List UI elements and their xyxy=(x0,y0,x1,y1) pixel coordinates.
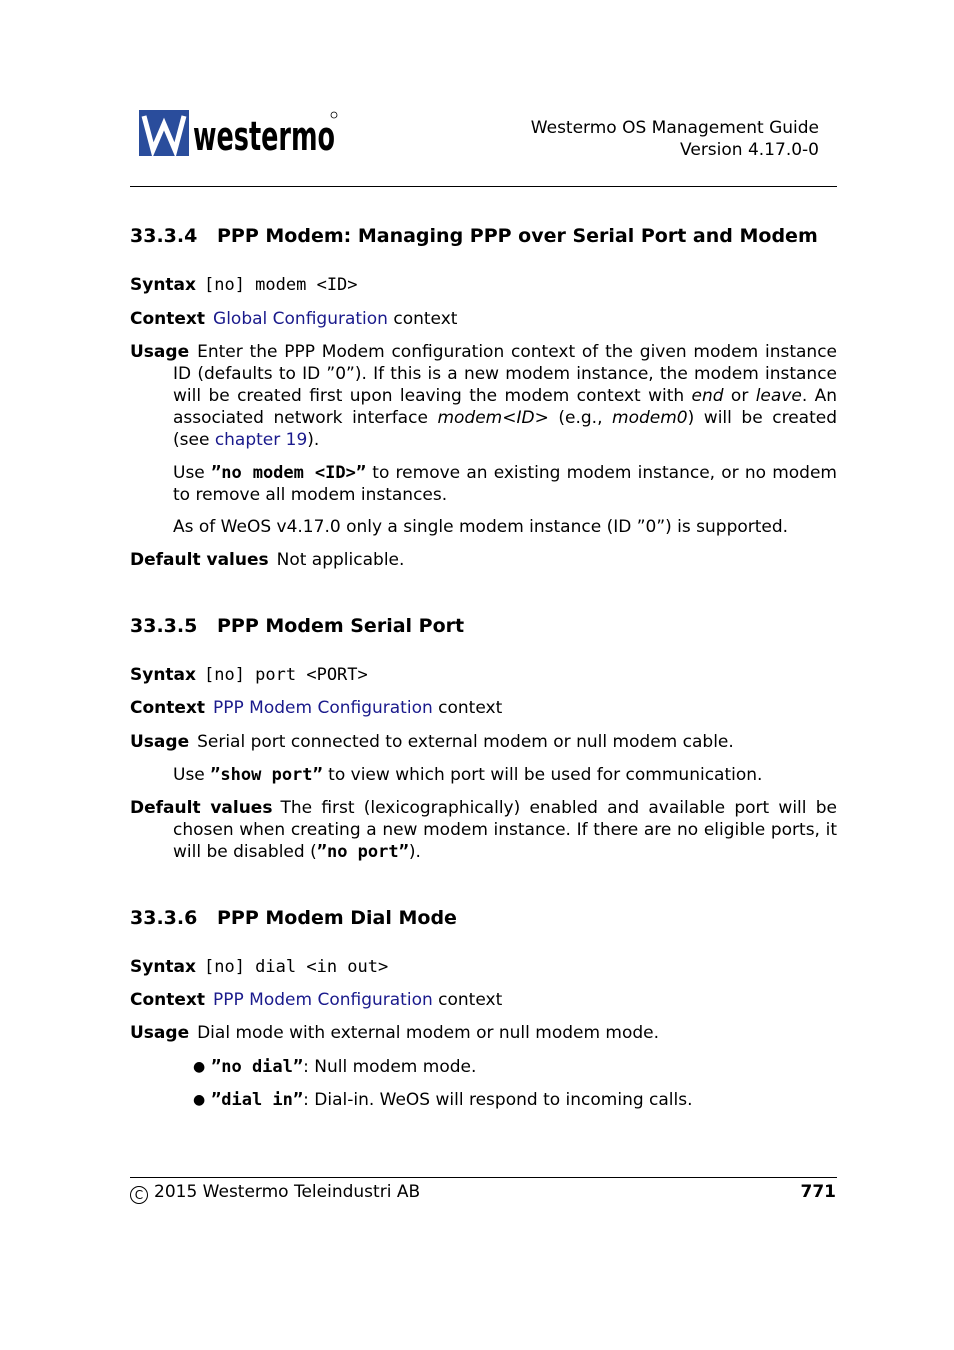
westermo-logo xyxy=(139,110,339,158)
context-label: Context xyxy=(130,990,206,1010)
svg-text:westermo: westermo xyxy=(193,114,335,160)
syntax-label: Syntax xyxy=(130,957,196,977)
usage-remove-paragraph xyxy=(173,462,837,506)
syntax-value: [no] modem <ID> xyxy=(204,275,358,295)
bullet-text: : Null modem mode. xyxy=(303,1057,477,1077)
context-row xyxy=(130,308,457,330)
context-row xyxy=(130,697,502,719)
footer-copyright xyxy=(130,1182,420,1204)
usage-label: Usage xyxy=(130,342,190,362)
guide-title: Westermo OS Management Guide xyxy=(530,118,819,138)
default-values-label: Default values xyxy=(130,798,273,818)
no-modem-command: ”no modem <ID>” xyxy=(210,463,367,483)
usage-note-paragraph: As of WeOS v4.17.0 only a single modem instance (ID ”0”) is supported. xyxy=(173,517,789,537)
usage-or: or xyxy=(723,386,756,406)
usage-row xyxy=(130,731,734,753)
usage-label: Usage xyxy=(130,732,190,752)
syntax-row xyxy=(130,664,368,686)
copyright-icon: C xyxy=(130,1186,148,1204)
usage-leave-word: leave xyxy=(755,386,802,406)
usage-p2-a: Use xyxy=(173,463,211,483)
bullet-text: : Dial-in. WeOS will respond to incoming calls. xyxy=(303,1090,693,1110)
global-configuration-link[interactable]: Global Configuration xyxy=(213,309,388,329)
default-values-row xyxy=(130,549,404,571)
syntax-row xyxy=(130,956,388,978)
list-item xyxy=(195,1056,476,1078)
no-dial-command: ”no dial” xyxy=(211,1057,304,1077)
context-row xyxy=(130,989,502,1011)
usage-row xyxy=(130,1022,659,1044)
default-text-b: ). xyxy=(408,842,421,862)
usage-text-b: . An associated network interface xyxy=(173,386,837,428)
context-suffix: context xyxy=(438,698,503,718)
default-text-a: The first (lexicographically) enabled and available port will be chosen when creating a new modem instance. If there are no eligible ports, it will be disabled ( xyxy=(173,798,837,862)
usage-end-word: end xyxy=(691,386,724,406)
context-suffix: context xyxy=(438,990,503,1010)
syntax-label: Syntax xyxy=(130,665,196,685)
usage-iface: modem<ID> xyxy=(437,408,549,428)
usage-label: Usage xyxy=(130,1023,190,1043)
section-heading-33-3-5 xyxy=(130,615,464,637)
default-values-paragraph xyxy=(130,797,837,863)
usage-text: Enter the PPP Modem configuration context of the given modem instance ID (defaults to ID ”0”). If this is a new modem instance, the modem instance will be created first upon leaving the modem context with xyxy=(173,342,837,406)
default-values-label: Default values xyxy=(130,550,269,570)
usage-p2-b: to view which port will be used for communication. xyxy=(322,765,763,785)
section-title: PPP Modem Serial Port xyxy=(217,615,465,637)
header-divider xyxy=(130,186,837,187)
dial-in-command: ”dial in” xyxy=(211,1090,304,1110)
chapter-19-link[interactable]: chapter 19 xyxy=(214,430,308,450)
usage-show-port-paragraph xyxy=(173,764,837,786)
syntax-value: [no] dial <in out> xyxy=(204,957,389,977)
context-suffix: context xyxy=(393,309,458,329)
no-port-command: ”no port” xyxy=(316,842,409,862)
show-port-command: ”show port” xyxy=(210,765,323,785)
usage-text-d: ) will be created (see xyxy=(173,408,837,450)
syntax-row xyxy=(130,274,358,296)
syntax-label: Syntax xyxy=(130,275,196,295)
usage-text: Dial mode with external modem or null modem mode. xyxy=(197,1023,660,1043)
document-header xyxy=(531,117,819,161)
section-title: PPP Modem Dial Mode xyxy=(217,907,457,929)
usage-text-e: ). xyxy=(307,430,320,450)
section-number: 33.3.6 xyxy=(130,907,198,929)
usage-paragraph xyxy=(130,341,837,451)
usage-p2-a: Use xyxy=(173,765,211,785)
default-values-text: Not applicable. xyxy=(276,550,405,570)
usage-p2-b: to remove an existing modem instance, or no modem to remove all modem instances. xyxy=(173,463,837,505)
syntax-value: [no] port <PORT> xyxy=(204,665,368,685)
list-item xyxy=(195,1089,693,1111)
bullet-icon: ● xyxy=(193,1092,206,1108)
section-number: 33.3.5 xyxy=(130,615,198,637)
section-heading-33-3-4 xyxy=(130,225,818,247)
ppp-modem-configuration-link[interactable]: PPP Modem Configuration xyxy=(213,990,433,1010)
page-number: 771 xyxy=(800,1182,836,1202)
usage-text-block xyxy=(130,341,837,451)
section-heading-33-3-6 xyxy=(130,907,457,929)
bullet-icon: ● xyxy=(193,1059,206,1075)
guide-version: Version 4.17.0-0 xyxy=(680,140,819,160)
section-title: PPP Modem: Managing PPP over Serial Port and Modem xyxy=(217,225,818,247)
section-number: 33.3.4 xyxy=(130,225,198,247)
context-label: Context xyxy=(130,309,206,329)
default-values-block xyxy=(130,797,837,863)
usage-text-c: (e.g., xyxy=(548,408,613,428)
usage-example: modem0 xyxy=(612,408,688,428)
ppp-modem-configuration-link[interactable]: PPP Modem Configuration xyxy=(213,698,433,718)
footer-divider xyxy=(130,1177,837,1178)
copyright-text: 2015 Westermo Teleindustri AB xyxy=(154,1182,421,1202)
context-label: Context xyxy=(130,698,206,718)
usage-text: Serial port connected to external modem or null modem cable. xyxy=(197,732,734,752)
